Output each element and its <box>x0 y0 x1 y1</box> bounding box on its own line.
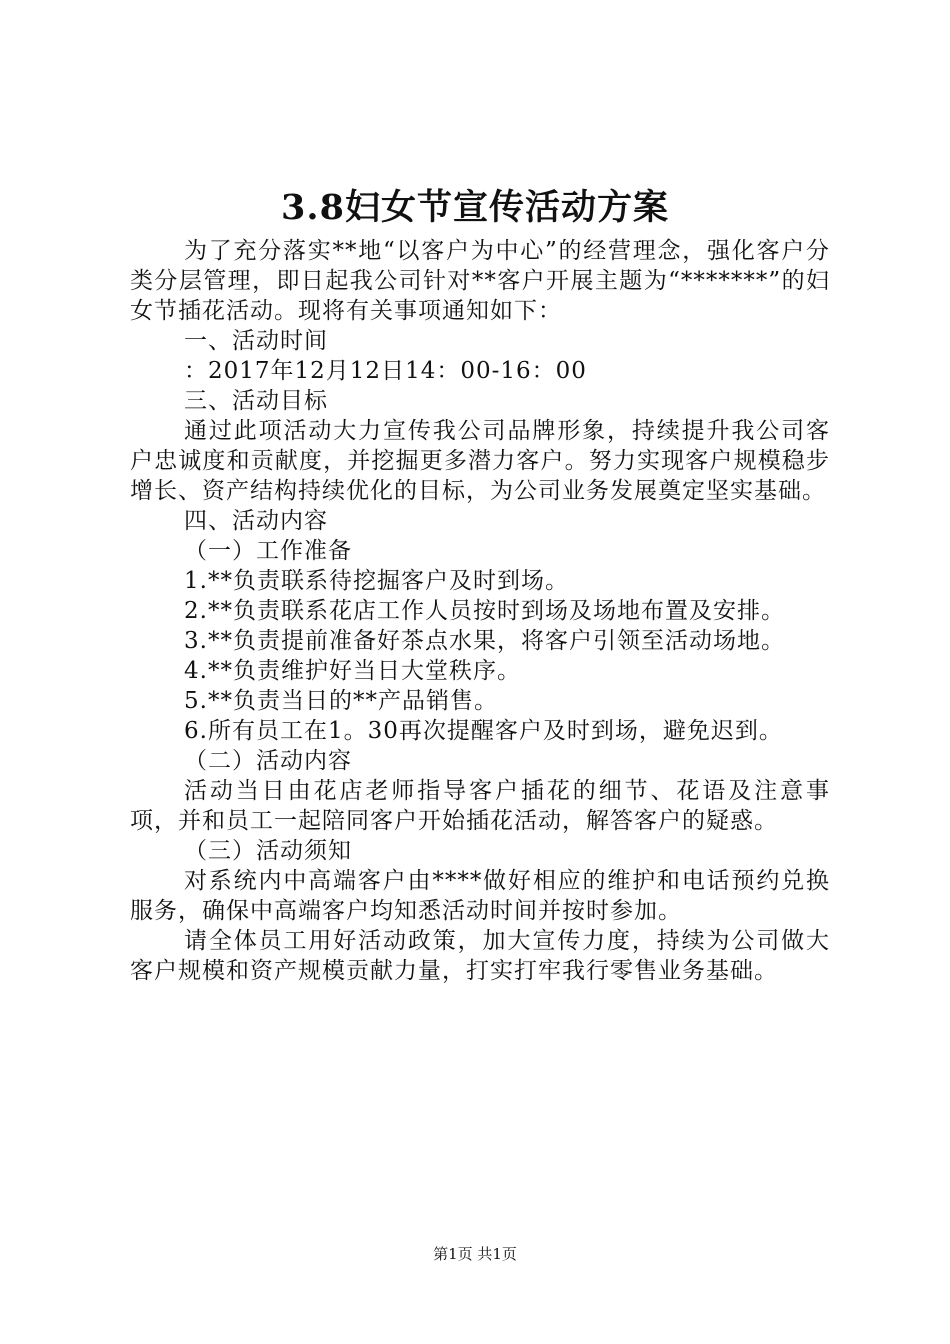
subsection-heading-preparation: （一）工作准备 <box>184 538 352 564</box>
list-item: 6.所有员工在1。30再次提醒客户及时到场，避免迟到。 <box>184 718 783 744</box>
goal-paragraph: 通过此项活动大力宣传我公司品牌形象，持续提升我公司客户忠诚度和贡献度，并挖掘更多潜力客户。努力实现客户规模稳步增长、资产结构持续优化的目标，为公司业务发展奠定坚实基础。 <box>130 418 830 504</box>
notice-paragraph: 对系统内中高端客户由****做好相应的维护和电话预约兑换服务，确保中高端客户均知悉活动时间并按时参加。 <box>130 868 830 924</box>
closing-paragraph: 请全体员工用好活动政策，加大宣传力度，持续为公司做大客户规模和资产规模贡献力量，打实打牢我行零售业务基础。 <box>130 928 830 984</box>
page-footer: 第1页 共1页 <box>433 1245 517 1263</box>
subsection-heading-activity: （二）活动内容 <box>184 748 352 774</box>
list-item: 2.**负责联系花店工作人员按时到场及场地布置及安排。 <box>184 598 785 624</box>
activity-time: ：2017年12月12日14：00-16：00 <box>184 358 587 384</box>
list-item: 5.**负责当日的**产品销售。 <box>184 688 498 714</box>
section-heading-time: 一、活动时间 <box>184 328 328 354</box>
list-item: 1.**负责联系待挖掘客户及时到场。 <box>184 568 569 594</box>
document-body <box>130 236 830 986</box>
activity-paragraph: 活动当日由花店老师指导客户插花的细节、花语及注意事项，并和员工一起陪同客户开始插花活动，解答客户的疑惑。 <box>130 778 830 834</box>
subsection-heading-notice: （三）活动须知 <box>184 838 352 864</box>
section-heading-content: 四、活动内容 <box>184 508 328 534</box>
intro-paragraph: 为了充分落实**地“以客户为中心”的经营理念，强化客户分类分层管理，即日起我公司针对**客户开展主题为“*******”的妇女节插花活动。现将有关事项通知如下： <box>130 238 830 324</box>
document-title: 3.8妇女节宣传活动方案 <box>281 187 669 228</box>
list-item: 3.**负责提前准备好茶点水果，将客户引领至活动场地。 <box>184 628 785 654</box>
list-item: 4.**负责维护好当日大堂秩序。 <box>184 658 521 684</box>
section-heading-goal: 三、活动目标 <box>184 388 328 414</box>
